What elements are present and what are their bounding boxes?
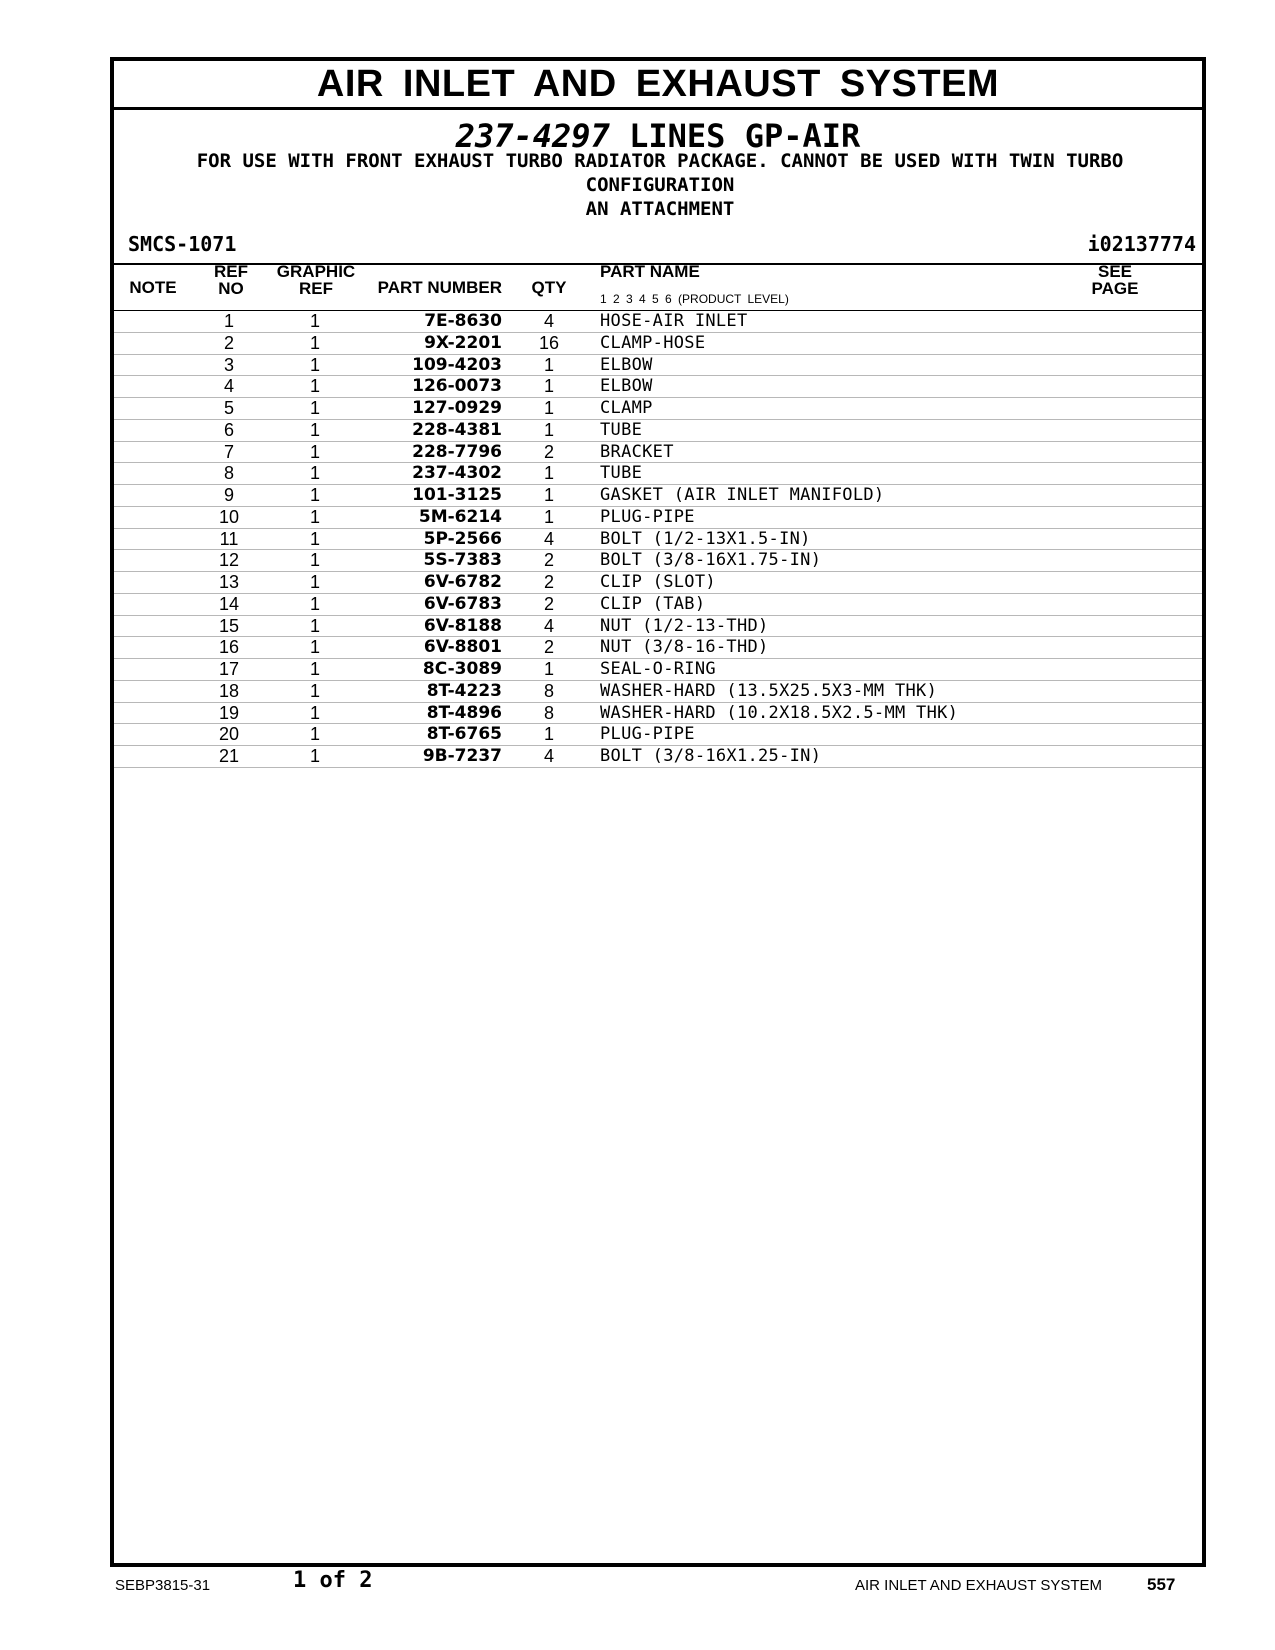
part-number[interactable]: 8T-4896: [426, 702, 502, 723]
column-header-ref-no: [211, 263, 251, 297]
ref-number: 19: [218, 702, 240, 723]
section-title: AIR INLET AND EXHAUST SYSTEM: [114, 61, 1202, 110]
group-part-number[interactable]: 237-4297: [455, 117, 610, 155]
graphic-ref: 1: [309, 506, 320, 527]
parts-row: [114, 463, 1202, 485]
graphic-ref: 1: [309, 659, 320, 679]
quantity: 4: [543, 311, 554, 331]
part-name: TUBE: [600, 419, 643, 440]
smcs-code: SMCS-1071: [128, 232, 237, 256]
part-number[interactable]: 5M-6214: [418, 506, 502, 527]
group-description-line: CONFIGURATION: [585, 174, 735, 196]
quantity: 2: [543, 441, 554, 462]
part-name: WASHER-HARD (13.5X25.5X3-MM THK): [600, 680, 938, 701]
parts-row: [114, 529, 1202, 551]
parts-row: [114, 507, 1202, 529]
graphic-ref: 1: [309, 311, 320, 331]
parts-row: [114, 398, 1202, 420]
ref-number: 16: [218, 637, 240, 658]
quantity: 1: [543, 354, 554, 375]
graphic-ref: 1: [309, 724, 320, 745]
graphic-ref: 1: [309, 463, 320, 484]
quantity: 1: [543, 506, 554, 527]
quantity: 1: [543, 659, 554, 679]
parts-row: [114, 355, 1202, 377]
ref-number: 7: [223, 441, 234, 462]
part-name: HOSE-AIR INLET: [600, 311, 748, 331]
ref-number: 8: [223, 463, 234, 484]
graphic-ref: 1: [309, 746, 320, 766]
quantity: 1: [543, 485, 554, 505]
part-number[interactable]: 228-7796: [412, 441, 502, 462]
parts-row: [114, 724, 1202, 746]
group-description-line: AN ATTACHMENT: [585, 198, 735, 220]
graphic-ref: 1: [309, 419, 320, 440]
parts-row: [114, 485, 1202, 507]
group-description-line: FOR USE WITH FRONT EXHAUST TURBO RADIATOR PACKAGE. CANNOT BE USED WITH TWIN TURBO: [196, 150, 1124, 172]
part-name: BRACKET: [600, 441, 674, 462]
graphic-ref: 1: [309, 702, 320, 723]
part-number[interactable]: 9X-2201: [424, 332, 502, 353]
part-name: CLAMP: [600, 398, 653, 418]
quantity: 2: [543, 637, 554, 658]
parts-page-frame: [110, 57, 1206, 1567]
ref-number: 3: [223, 354, 234, 375]
quantity: 8: [543, 680, 554, 701]
part-name: ELBOW: [600, 354, 653, 375]
parts-list: [114, 311, 1202, 768]
parts-row: [114, 333, 1202, 355]
part-number[interactable]: 127-0929: [412, 398, 502, 418]
parts-row: [114, 703, 1202, 725]
quantity: 1: [543, 724, 554, 745]
part-number[interactable]: 228-4381: [412, 419, 502, 440]
part-name: BOLT (3/8-16X1.25-IN): [600, 746, 822, 766]
part-number[interactable]: 8C-3089: [422, 659, 502, 679]
ref-number: 18: [218, 680, 240, 701]
part-name: CLAMP-HOSE: [600, 332, 706, 353]
quantity: 2: [543, 550, 554, 571]
part-number[interactable]: 6V-6782: [423, 572, 502, 592]
ref-number: 14: [218, 593, 240, 614]
column-header-note: NOTE: [129, 278, 177, 297]
graphic-ref: 1: [309, 485, 320, 505]
quantity: 1: [543, 463, 554, 484]
part-name: TUBE: [600, 463, 643, 484]
part-number[interactable]: 109-4203: [412, 354, 502, 375]
quantity: 4: [543, 528, 554, 549]
graphic-ref: 1: [309, 398, 320, 418]
parts-row: [114, 681, 1202, 703]
footer-section-title: AIR INLET AND EXHAUST SYSTEM: [855, 1577, 1103, 1594]
info-id: i02137774: [1087, 232, 1196, 256]
parts-row: [114, 550, 1202, 572]
quantity: 4: [543, 746, 554, 766]
column-header-qty: QTY: [531, 278, 567, 297]
column-header-graphic-ref: [274, 263, 358, 297]
column-header-part-name: PART NAME: [600, 262, 700, 281]
part-name: CLIP (SLOT): [600, 572, 716, 592]
ref-number: 20: [218, 724, 240, 745]
part-number[interactable]: 6V-8188: [423, 615, 502, 636]
part-number[interactable]: 9B-7237: [422, 746, 502, 766]
part-number[interactable]: 5S-7383: [423, 550, 502, 571]
ref-number: 10: [218, 506, 240, 527]
ref-number: 1: [223, 311, 234, 331]
column-header-see-page-line2: PAGE: [1091, 279, 1139, 298]
part-name: BOLT (3/8-16X1.75-IN): [600, 550, 822, 571]
part-name: PLUG-PIPE: [600, 506, 695, 527]
part-number[interactable]: 5P-2566: [423, 528, 502, 549]
group-name: LINES GP-AIR: [629, 117, 861, 155]
parts-row: [114, 420, 1202, 442]
quantity: 1: [543, 419, 554, 440]
part-number[interactable]: 126-0073: [412, 376, 502, 397]
product-level-legend: 1 2 3 4 5 6 (PRODUCT LEVEL): [600, 292, 789, 306]
quantity: 2: [543, 572, 554, 592]
quantity: 4: [543, 615, 554, 636]
parts-row: [114, 572, 1202, 594]
parts-row: [114, 637, 1202, 659]
graphic-ref: 1: [309, 332, 320, 353]
parts-row: [114, 659, 1202, 681]
part-number[interactable]: 7E-8630: [424, 311, 502, 331]
page-number: 557: [1147, 1575, 1176, 1594]
graphic-ref: 1: [309, 572, 320, 592]
graphic-ref: 1: [309, 376, 320, 397]
ref-number: 15: [218, 615, 240, 636]
parts-row: [114, 442, 1202, 464]
column-header-part-number: PART NUMBER: [377, 278, 502, 297]
part-number[interactable]: 6V-6783: [423, 593, 502, 614]
part-name: NUT (1/2-13-THD): [600, 615, 769, 636]
quantity: 1: [543, 398, 554, 418]
part-name: ELBOW: [600, 376, 653, 397]
quantity: 8: [543, 702, 554, 723]
part-number[interactable]: 237-4302: [412, 463, 502, 484]
column-header-see-page-line1: SEE: [1097, 262, 1133, 281]
parts-row: [114, 746, 1202, 768]
part-number[interactable]: 101-3125: [412, 485, 502, 505]
part-name: SEAL-O-RING: [600, 659, 716, 679]
ref-number: 12: [218, 550, 240, 571]
column-header-see-page: [1090, 263, 1140, 297]
ref-number: 17: [218, 659, 240, 679]
part-name: CLIP (TAB): [600, 593, 706, 614]
part-name: PLUG-PIPE: [600, 724, 695, 745]
graphic-ref: 1: [309, 593, 320, 614]
graphic-ref: 1: [309, 441, 320, 462]
ref-number: 2: [223, 332, 234, 353]
document-id: SEBP3815-31: [115, 1577, 211, 1594]
part-number[interactable]: 8T-6765: [426, 724, 502, 745]
part-name: BOLT (1/2-13X1.5-IN): [600, 528, 811, 549]
quantity: 16: [538, 332, 560, 353]
part-number[interactable]: 6V-8801: [423, 637, 502, 658]
part-name: WASHER-HARD (10.2X18.5X2.5-MM THK): [600, 702, 959, 723]
part-name: GASKET (AIR INLET MANIFOLD): [600, 485, 885, 505]
part-number[interactable]: 8T-4223: [426, 680, 502, 701]
ref-number: 5: [223, 398, 234, 418]
parts-row: [114, 311, 1202, 333]
graphic-ref: 1: [309, 550, 320, 571]
column-header-ref-no-line1: REF: [214, 262, 248, 281]
quantity: 1: [543, 376, 554, 397]
column-header-graphic-ref-line2: REF: [299, 279, 333, 298]
parts-row: [114, 616, 1202, 638]
ref-number: 11: [219, 528, 239, 549]
graphic-ref: 1: [309, 354, 320, 375]
column-header-graphic-ref-line1: GRAPHIC: [276, 262, 356, 281]
ref-number: 9: [223, 485, 234, 505]
ref-number: 13: [218, 572, 240, 592]
parts-row: [114, 594, 1202, 616]
quantity: 2: [543, 593, 554, 614]
graphic-ref: 1: [309, 637, 320, 658]
ref-number: 4: [223, 376, 234, 397]
column-header-ref-no-line2: NO: [218, 279, 244, 298]
ref-number: 21: [218, 746, 240, 766]
graphic-ref: 1: [309, 680, 320, 701]
page-of-indicator: 1 of 2: [293, 1568, 373, 1593]
part-name: NUT (3/8-16-THD): [600, 637, 769, 658]
graphic-ref: 1: [309, 615, 320, 636]
ref-number: 6: [223, 419, 234, 440]
parts-row: [114, 376, 1202, 398]
graphic-ref: 1: [309, 528, 320, 549]
